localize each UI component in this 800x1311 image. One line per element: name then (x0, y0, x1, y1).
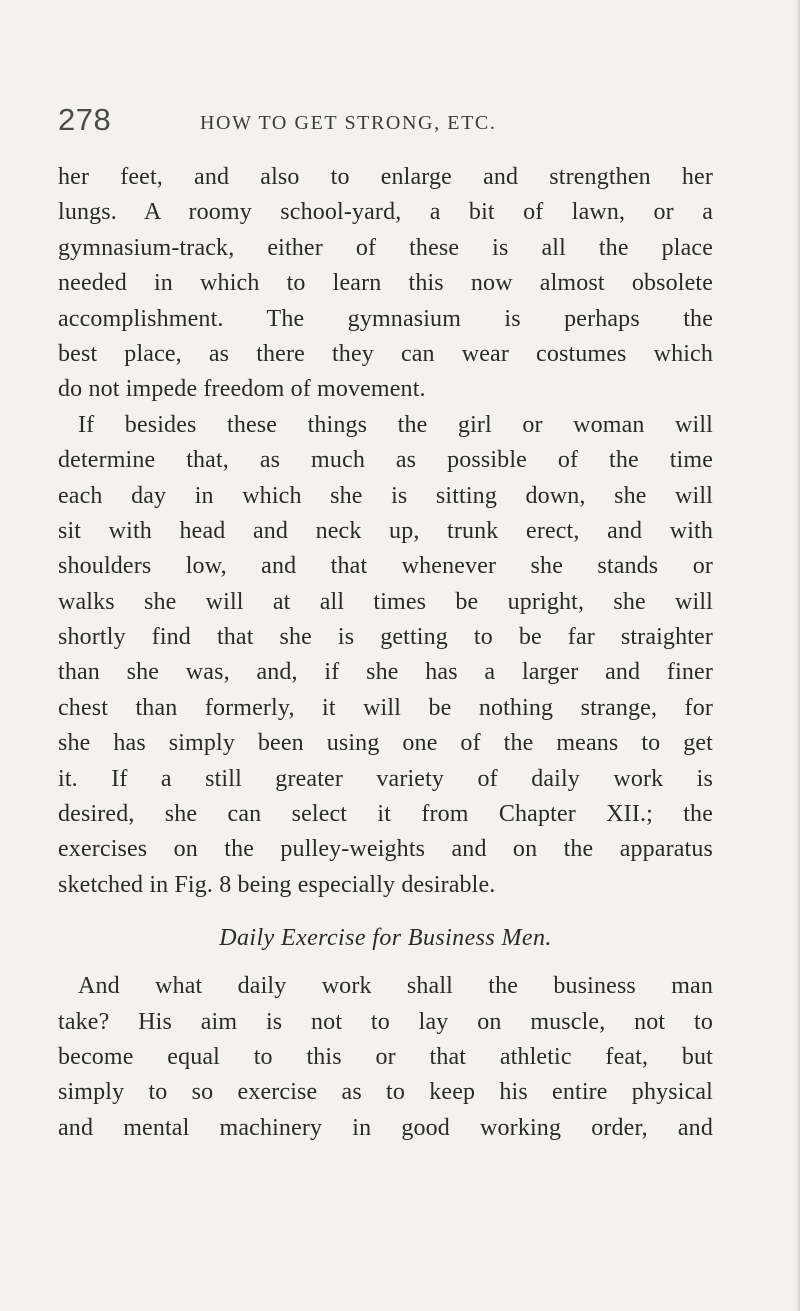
text-line: become equal to this or that athletic feat, but (58, 1043, 713, 1070)
text-line: sketched in Fig. 8 being especially desirable. (58, 871, 496, 898)
text-line: walks she will at all times be upright, she will (58, 588, 713, 615)
text-line: lungs. A roomy school-yard, a bit of lawn, or a (58, 199, 713, 226)
text-line: If besides these things the girl or woman will (78, 411, 713, 438)
text-line: best place, as there they can wear costumes which (58, 340, 713, 367)
text-line: it. If a still greater variety of daily work is (58, 765, 713, 792)
running-title: HOW TO GET STRONG, ETC. (200, 112, 497, 134)
page-number: 278 (58, 102, 112, 137)
text-line: do not impede freedom of movement. (58, 376, 426, 403)
text-line: and mental machinery in good working order, and (58, 1114, 713, 1141)
page-edge-shadow (796, 0, 800, 1311)
page-header (58, 100, 698, 144)
text-line: simply to so exercise as to keep his entire physical (58, 1079, 713, 1106)
paragraph-1 (58, 160, 713, 408)
text-line: sit with head and neck up, trunk erect, and with (58, 517, 713, 544)
paragraph-2 (58, 408, 713, 903)
text-line: each day in which she is sitting down, she will (58, 482, 713, 509)
text-line: chest than formerly, it will be nothing strange, for (58, 694, 713, 721)
text-line: gymnasium-track, either of these is all the place (58, 234, 713, 261)
text-line: take? His aim is not to lay on muscle, not to (58, 1008, 713, 1035)
paragraph-3 (58, 969, 713, 1146)
text-line: she has simply been using one of the means to get (58, 730, 713, 757)
section-heading: Daily Exercise for Business Men. (219, 925, 552, 952)
text-line: desired, she can select it from Chapter XII.; the (58, 801, 713, 828)
text-line: exercises on the pulley-weights and on the apparatus (58, 836, 713, 863)
text-line: determine that, as much as possible of the time (58, 447, 713, 474)
text-line: needed in which to learn this now almost obsolete (58, 270, 713, 297)
text-line: shoulders low, and that whenever she stands or (58, 553, 713, 580)
body-text (58, 160, 713, 1146)
text-line: her feet, and also to enlarge and strengthen her (58, 164, 713, 190)
text-line: than she was, and, if she has a larger and finer (58, 659, 713, 686)
text-line: And what daily work shall the business man (78, 973, 713, 1000)
text-line: shortly find that she is getting to be far straighter (58, 624, 713, 651)
text-line: accomplishment. The gymnasium is perhaps the (58, 305, 713, 332)
